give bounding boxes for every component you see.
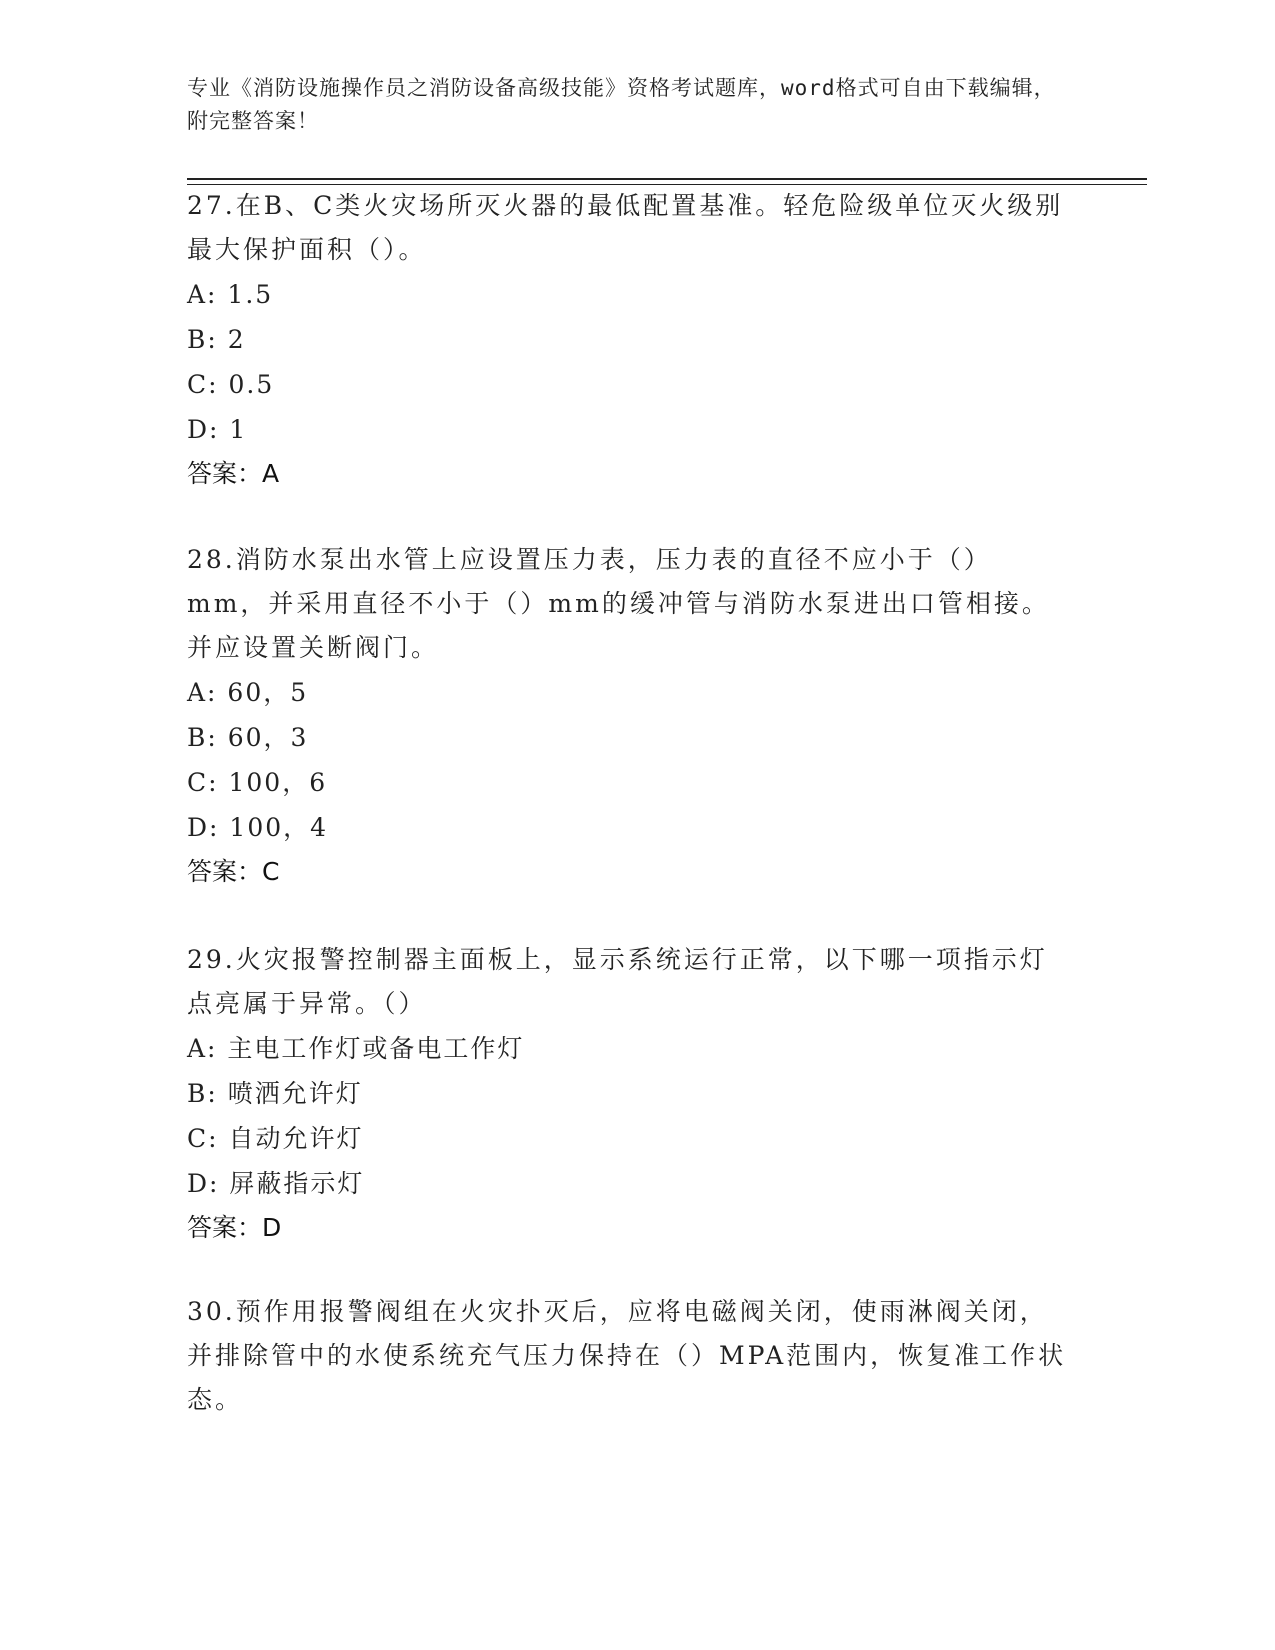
option-b: B: 2 [187,325,246,354]
question-stem: 30.预作用报警阀组在火灾扑灭后，应将电磁阀关闭，使雨淋阀关闭，并排除管中的水使系统充气压力保持在（）MPA范围内，恢复准工作状态。 [187,1297,1067,1414]
question-stem: 27.在B、C类火灾场所灭火器的最低配置基准。轻危险级单位灭火级别最大保护面积（）。 [187,191,1064,264]
answer-label: 答案：C [187,857,280,886]
option-a: A: 主电工作灯或备电工作灯 [187,1034,525,1063]
question-28 [187,538,1067,894]
header-divider-thick [187,178,1147,180]
option-b: B: 60，3 [187,723,309,752]
question-29 [187,938,1067,1250]
question-stem: 28.消防水泵出水管上应设置压力表，压力表的直径不应小于（）mm，并采用直径不小于（）mm的缓冲管与消防水泵进出口管相接。并应设置关断阀门。 [187,545,1050,662]
option-d: D: 1 [187,415,248,444]
answer-label: 答案：D [187,1213,282,1242]
option-a: A: 60，5 [187,678,309,707]
option-b: B: 喷洒允许灯 [187,1079,363,1108]
option-c: C: 100，6 [187,768,328,797]
question-30 [187,1290,1067,1422]
option-d: D: 屏蔽指示灯 [187,1169,365,1198]
option-c: C: 0.5 [187,370,275,399]
question-stem: 29.火灾报警控制器主面板上，显示系统运行正常，以下哪一项指示灯点亮属于异常。（） [187,945,1048,1018]
option-c: C: 自动允许灯 [187,1124,364,1153]
question-27 [187,184,1067,496]
option-d: D: 100，4 [187,813,329,842]
option-a: A: 1.5 [187,280,274,309]
answer-label: 答案：A [187,459,280,488]
document-description: 专业《消防设施操作员之消防设备高级技能》资格考试题库，word格式可自由下载编辑，附完整答案！ [187,76,1056,133]
